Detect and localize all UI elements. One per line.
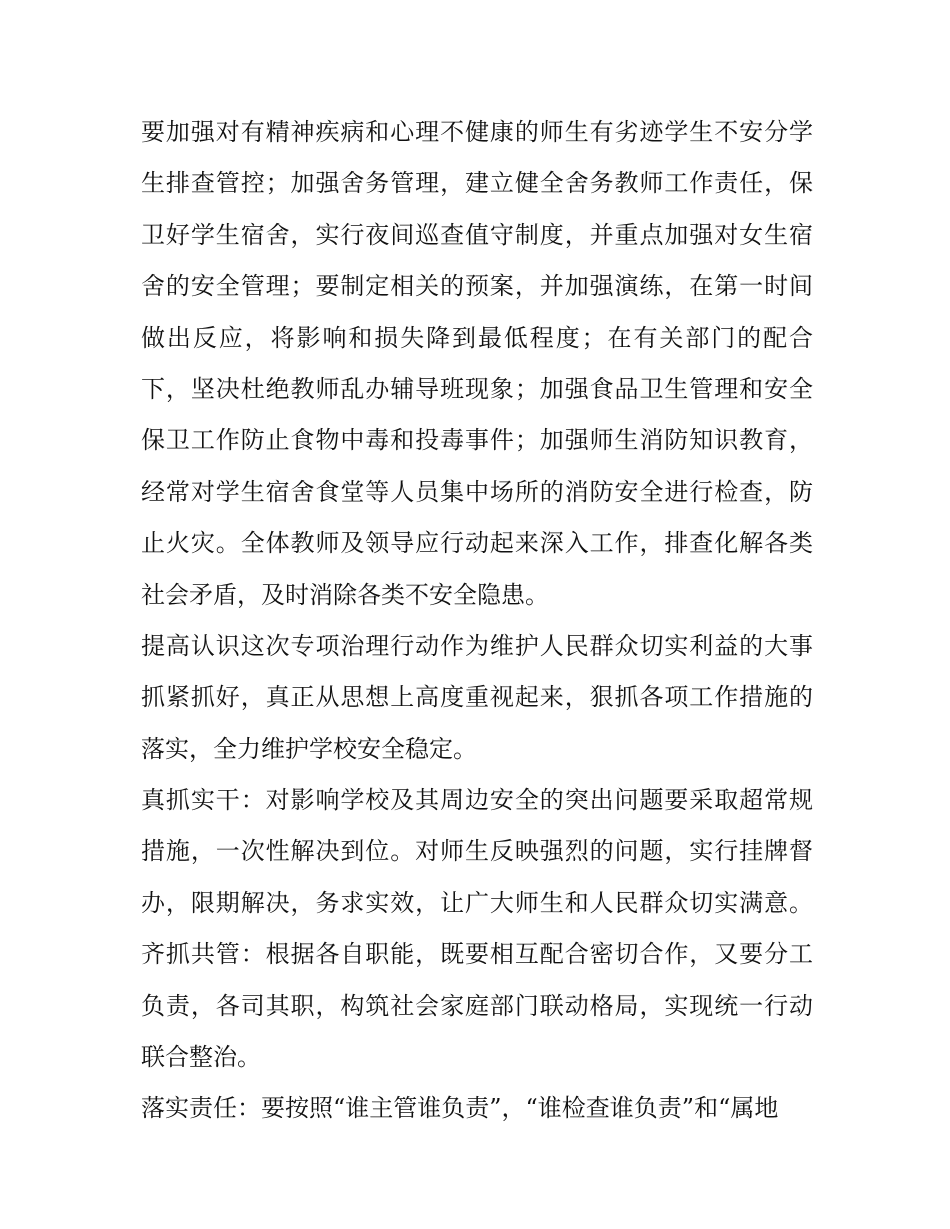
text-line: 真抓实干：对影响学校及其周边安全的突出问题要采取超常规 bbox=[141, 786, 813, 815]
paragraph-raise-awareness bbox=[141, 621, 813, 775]
text-line: 经常对学生宿舍食堂等人员集中场所的消防安全进行检查，防 bbox=[141, 477, 813, 506]
text-line: 办，限期解决，务求实效，让广大师生和人民群众切实满意。 bbox=[141, 888, 813, 917]
text-line: 负责，各司其职，构筑社会家庭部门联动格局，实现统一行动 bbox=[141, 991, 813, 1020]
paragraph-responsibility bbox=[141, 1083, 813, 1134]
text-line: 落实，全力维护学校安全稳定。 bbox=[141, 734, 477, 763]
paragraph-joint-management bbox=[141, 929, 813, 1083]
text-line: 卫好学生宿舍，实行夜间巡查值守制度，并重点加强对女生宿 bbox=[141, 220, 813, 249]
text-line: 联合整治。 bbox=[141, 1043, 261, 1072]
text-line: 抓紧抓好，真正从思想上高度重视起来，狠抓各项工作措施的 bbox=[141, 683, 813, 712]
text-line: 措施，一次性解决到位。对师生反映强烈的问题，实行挂牌督 bbox=[141, 837, 813, 866]
text-line: 下，坚决杜绝教师乱办辅导班现象；加强食品卫生管理和安全 bbox=[141, 374, 813, 403]
text-line: 生排查管控；加强舍务管理，建立健全舍务教师工作责任，保 bbox=[141, 169, 813, 198]
text-line: 保卫工作防止食物中毒和投毒事件；加强师生消防知识教育， bbox=[141, 426, 813, 455]
document-body bbox=[141, 107, 813, 1135]
paragraph-practical-work bbox=[141, 775, 813, 929]
text-line: 齐抓共管：根据各自职能，既要相互配合密切合作，又要分工 bbox=[141, 940, 813, 969]
text-line: 舍的安全管理；要制定相关的预案，并加强演练，在第一时间 bbox=[141, 272, 813, 301]
text-line: 止火灾。全体教师及领导应行动起来深入工作，排查化解各类 bbox=[141, 529, 813, 558]
text-line: 社会矛盾，及时消除各类不安全隐患。 bbox=[141, 580, 549, 609]
text-line: 提高认识这次专项治理行动作为维护人民群众切实利益的大事 bbox=[141, 631, 813, 660]
paragraph-safety-measures bbox=[141, 107, 813, 621]
text-line: 要加强对有精神疾病和心理不健康的师生有劣迹学生不安分学 bbox=[141, 118, 813, 146]
text-line: 做出反应，将影响和损失降到最低程度；在有关部门的配合 bbox=[141, 323, 813, 352]
text-line: 落实责任：要按照“谁主管谁负责”，“谁检查谁负责”和“属地 bbox=[141, 1094, 779, 1123]
